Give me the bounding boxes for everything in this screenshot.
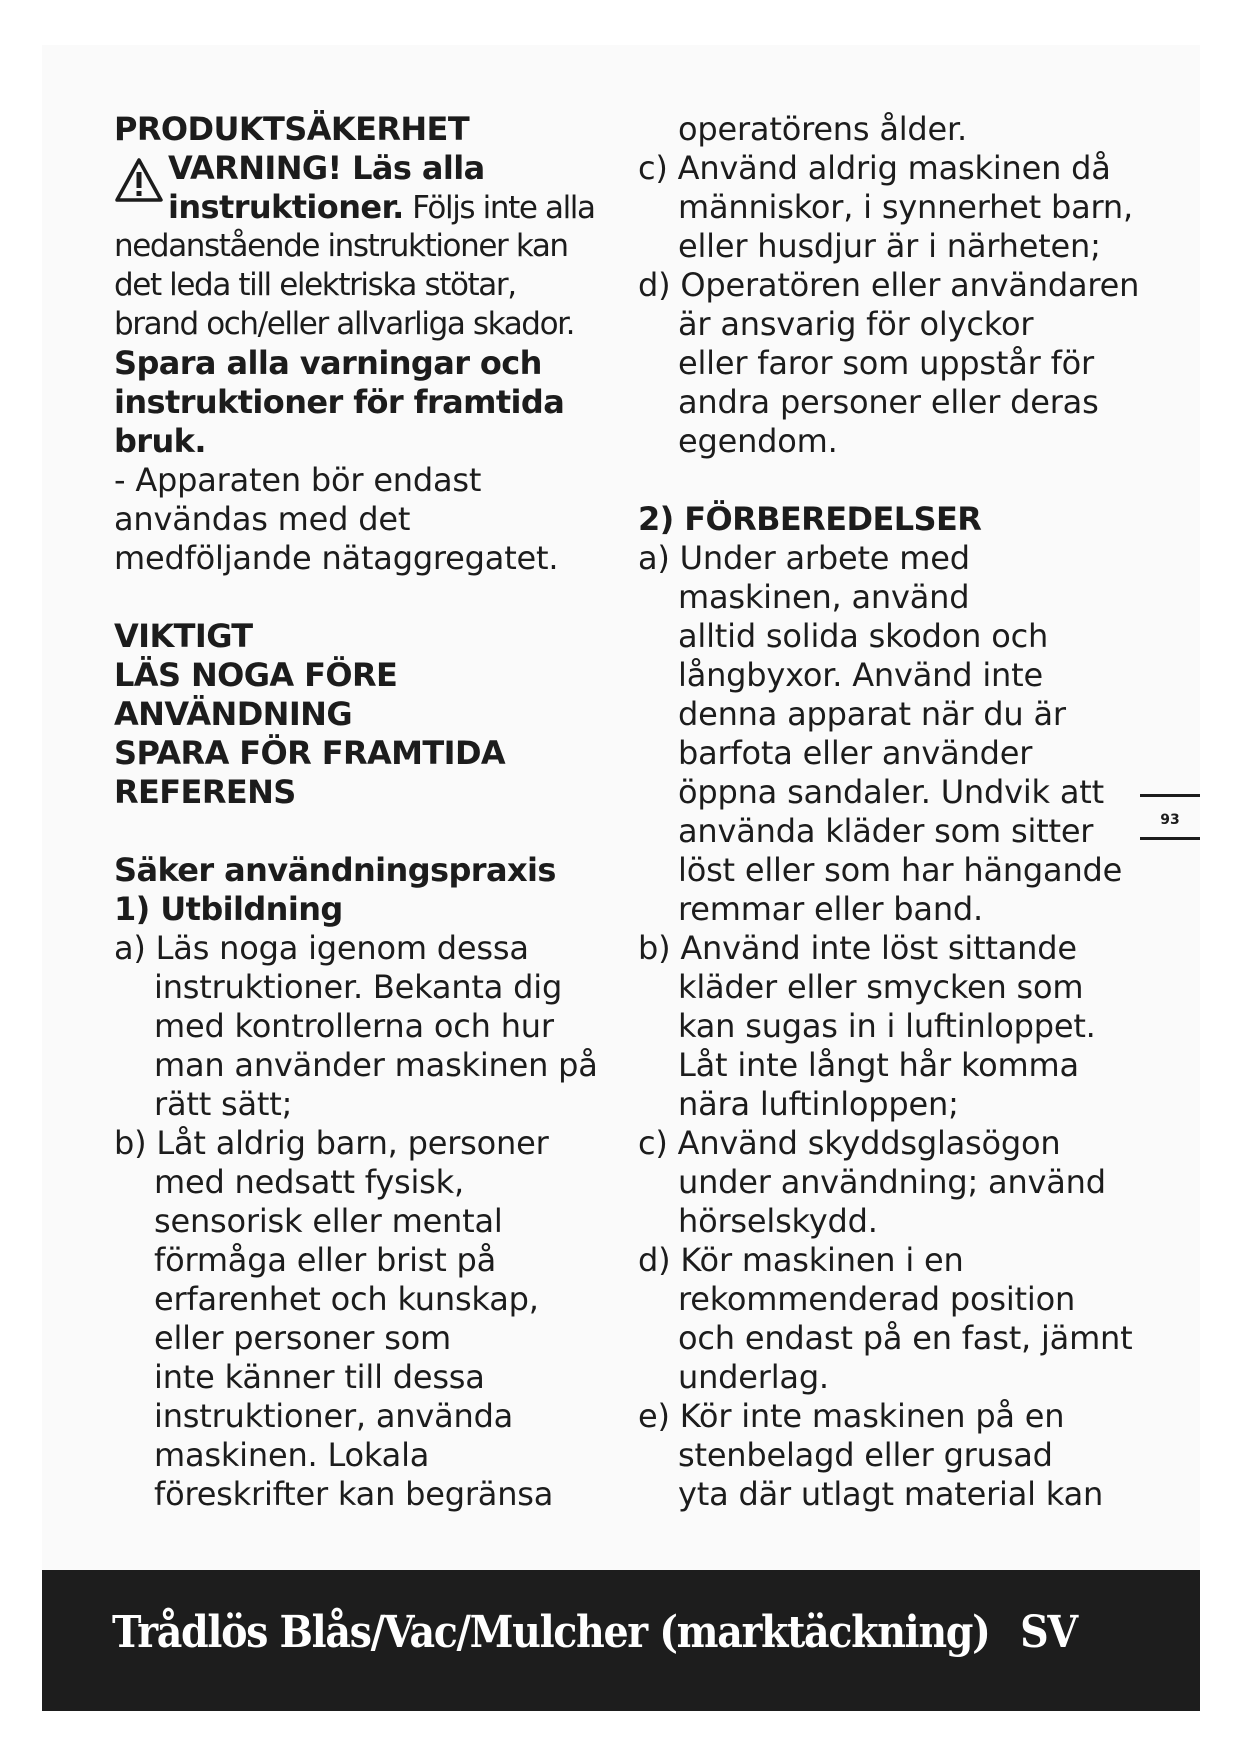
prep-item-a-line: denna apparat när du är	[678, 695, 1066, 733]
prep-item-d: d) Kör maskinen i en	[638, 1241, 964, 1279]
safety-heading: PRODUKTSÄKERHET	[114, 110, 470, 148]
apparatus-note-line: medföljande nätaggregatet.	[114, 539, 559, 577]
list-item-b-line: inte känner till dessa	[154, 1358, 485, 1396]
section2-title: 2) FÖRBEREDELSER	[638, 500, 982, 538]
important-line: VIKTIGT	[114, 617, 253, 655]
list-item-b-line: med nedsatt fysisk,	[154, 1163, 464, 1201]
apparatus-note-line: - Apparaten bör endast	[114, 461, 482, 499]
prep-item-d-line: och endast på en fast, jämnt	[678, 1319, 1133, 1357]
footer-language: SV	[1020, 1607, 1077, 1658]
footer-title: Trådlös Blås/Vac/Mulcher (marktäckning)	[112, 1607, 990, 1658]
prep-item-e: e) Kör inte maskinen på en	[638, 1397, 1065, 1435]
subsection-title: 1) Utbildning	[114, 890, 343, 928]
list-item-d-line: egendom.	[678, 422, 838, 460]
warning-text-line: brand och/eller allvarliga skador.	[114, 306, 575, 342]
list-item-b-line: erfarenhet och kunskap,	[154, 1280, 539, 1318]
warning-line	[168, 188, 595, 227]
prep-item-e-line: stenbelagd eller grusad	[678, 1436, 1053, 1474]
important-line: SPARA FÖR FRAMTIDA	[114, 734, 506, 772]
prep-item-c-line: under användning; använd	[678, 1163, 1106, 1201]
list-item-b-line: eller personer som	[154, 1319, 452, 1357]
list-item-c-line: människor, i synnerhet barn,	[678, 188, 1133, 226]
list-item-a-line: med kontrollerna och hur	[154, 1007, 554, 1045]
save-instructions-line: instruktioner för framtida	[114, 383, 565, 421]
save-instructions-line: bruk.	[114, 422, 206, 460]
warning-text: Följs inte alla	[403, 190, 595, 226]
prep-item-a-line: remmar eller band.	[678, 890, 983, 928]
prep-item-a-line: använda kläder som sitter	[678, 812, 1094, 850]
important-line: LÄS NOGA FÖRE	[114, 656, 398, 694]
prep-item-a-line: öppna sandaler. Undvik att	[678, 773, 1104, 811]
list-item-d: d) Operatören eller användaren	[638, 266, 1140, 304]
list-item-b-line: sensorisk eller mental	[154, 1202, 503, 1240]
prep-item-d-line: underlag.	[678, 1358, 829, 1396]
prep-item-b: b) Använd inte löst sittande	[638, 929, 1077, 967]
list-item-b: b) Låt aldrig barn, personer	[114, 1124, 549, 1162]
footer-banner	[42, 1570, 1200, 1711]
prep-item-a-line: långbyxor. Använd inte	[678, 656, 1043, 694]
list-item-a-line: rätt sätt;	[154, 1085, 293, 1123]
list-item-c: c) Använd aldrig maskinen då	[638, 149, 1111, 187]
prep-item-a: a) Under arbete med	[638, 539, 970, 577]
prep-item-a-line: maskinen, använd	[678, 578, 970, 616]
list-item-d-line: eller faror som uppstår för	[678, 344, 1094, 382]
list-item-b-line: maskinen. Lokala	[154, 1436, 430, 1474]
prep-item-b-line: Låt inte långt hår komma	[678, 1046, 1079, 1084]
prep-item-d-line: rekommenderad position	[678, 1280, 1076, 1318]
list-item-d-line: är ansvarig för olyckor	[678, 305, 1034, 343]
prep-item-c-line: hörselskydd.	[678, 1202, 878, 1240]
list-item-b-line: instruktioner, använda	[154, 1397, 514, 1435]
list-item-a-line: instruktioner. Bekanta dig	[154, 968, 563, 1006]
page-number: 93	[1160, 812, 1180, 828]
prep-item-b-line: kan sugas in i luftinloppet.	[678, 1007, 1096, 1045]
apparatus-note-line: användas med det	[114, 500, 411, 538]
list-item-d-line: andra personer eller deras	[678, 383, 1099, 421]
prep-item-a-line: alltid solida skodon och	[678, 617, 1049, 655]
warning-text-line: det leda till elektriska stötar,	[114, 267, 516, 303]
save-instructions-line: Spara alla varningar och	[114, 344, 542, 382]
list-item-b-cont: operatörens ålder.	[678, 110, 968, 148]
list-item-a: a) Läs noga igenom dessa	[114, 929, 529, 967]
list-item-b-line: förmåga eller brist på	[154, 1241, 497, 1279]
list-item-b-line: föreskrifter kan begränsa	[154, 1475, 554, 1513]
warning-triangle-icon	[114, 157, 164, 203]
prep-item-c: c) Använd skyddsglasögon	[638, 1124, 1061, 1162]
page-number-rule-bottom	[1140, 837, 1200, 840]
important-line: REFERENS	[114, 773, 296, 811]
prep-item-a-line: barfota eller använder	[678, 734, 1033, 772]
prep-item-b-line: nära luftinloppen;	[678, 1085, 959, 1123]
warning-text-line: nedanstående instruktioner kan	[114, 228, 568, 264]
prep-item-e-line: yta där utlagt material kan	[678, 1475, 1104, 1513]
section-title: Säker användningspraxis	[114, 851, 556, 889]
list-item-a-line: man använder maskinen på	[154, 1046, 598, 1084]
important-line: ANVÄNDNING	[114, 695, 352, 733]
list-item-c-line: eller husdjur är i närheten;	[678, 227, 1101, 265]
warning-title-cont: instruktioner.	[168, 188, 404, 226]
prep-item-b-line: kläder eller smycken som	[678, 968, 1084, 1006]
prep-item-a-line: löst eller som har hängande	[678, 851, 1123, 889]
warning-title: VARNING! Läs alla	[168, 149, 485, 187]
footer-title-line	[112, 1607, 1077, 1658]
page-number-rule-top	[1140, 794, 1200, 797]
